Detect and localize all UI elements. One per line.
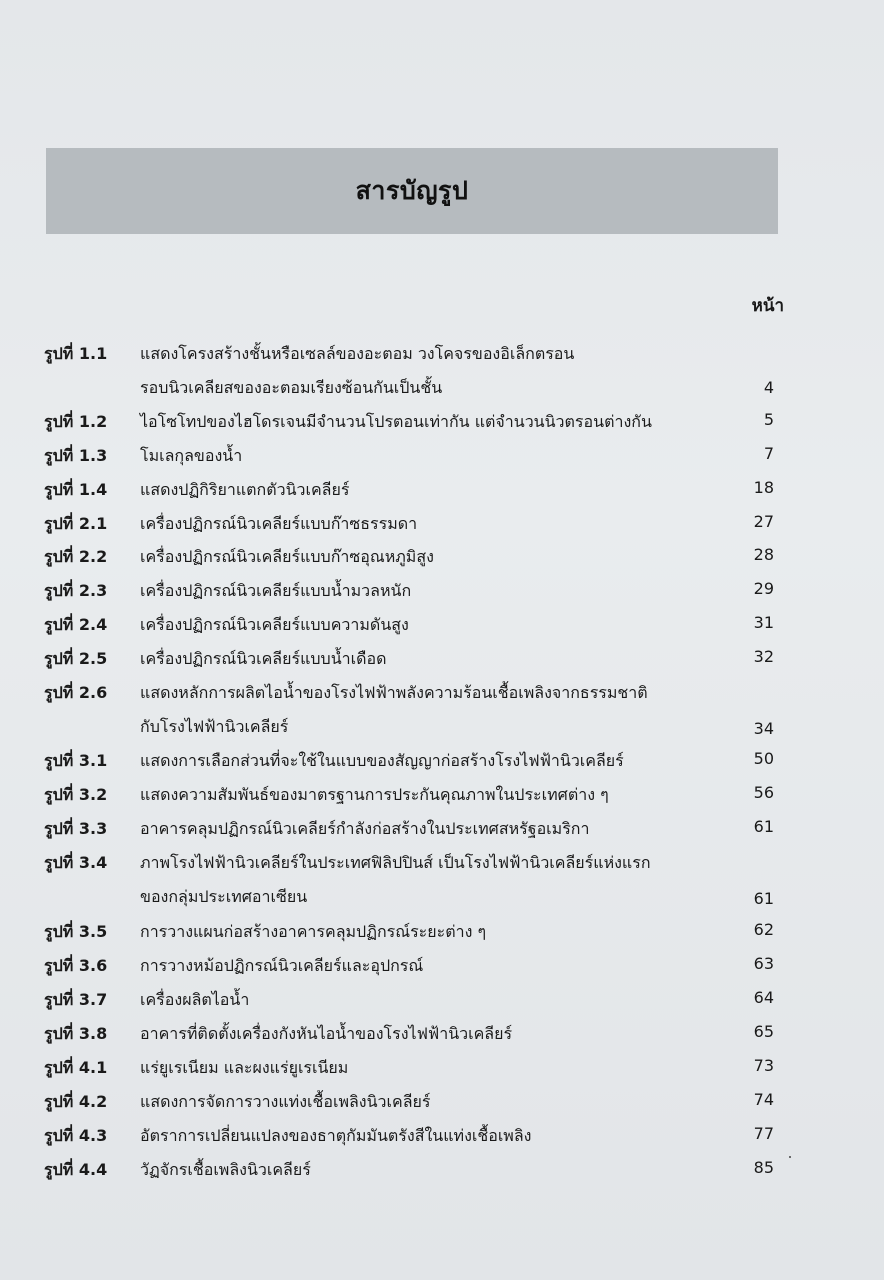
page-number: 34 xyxy=(753,719,774,738)
figure-number: รูปที่ 3.2 xyxy=(44,785,108,804)
figure-number: รูปที่ 2.6 xyxy=(44,683,108,702)
page-number: 74 xyxy=(753,1090,774,1109)
figure-caption: แสดงหลักการผลิตไอน้ำของโรงไฟฟ้าพลังความร้อนเชื้อเพลิงจากธรรมชาติ xyxy=(140,683,648,702)
figure-number: รูปที่ 2.3 xyxy=(44,581,108,600)
list-item xyxy=(0,410,884,440)
page-number: 50 xyxy=(753,749,774,768)
figure-caption: เครื่องปฏิกรณ์นิวเคลียร์แบบความดันสูง xyxy=(140,615,409,634)
figure-caption: อาคารคลุมปฏิกรณ์นิวเคลียร์กำลังก่อสร้างในประเทศสหรัฐอเมริกา xyxy=(140,819,590,838)
list-item xyxy=(0,512,884,542)
list-item xyxy=(0,749,884,779)
page-number: 61 xyxy=(753,889,774,908)
list-item xyxy=(0,817,884,847)
list-item xyxy=(0,613,884,643)
figure-number: รูปที่ 3.6 xyxy=(44,956,108,975)
page-number: 7 xyxy=(763,444,774,463)
figure-number: รูปที่ 2.1 xyxy=(44,514,108,533)
page-number: 31 xyxy=(753,613,774,632)
figure-number: รูปที่ 1.4 xyxy=(44,480,108,499)
page-number: 32 xyxy=(753,647,774,666)
speck-mark xyxy=(789,1156,791,1158)
figure-caption: เครื่องปฏิกรณ์นิวเคลียร์แบบก๊าซธรรมดา xyxy=(140,514,418,533)
page-number: 28 xyxy=(753,545,774,564)
list-item xyxy=(0,681,884,738)
figure-caption: วัฏจักรเชื้อเพลิงนิวเคลียร์ xyxy=(140,1160,311,1179)
figure-caption-continued: รอบนิวเคลียสของอะตอมเรียงซ้อนกันเป็นชั้น xyxy=(140,378,443,397)
figure-caption: การวางหม้อปฏิกรณ์นิวเคลียร์และอุปกรณ์ xyxy=(140,956,424,975)
figure-number: รูปที่ 3.4 xyxy=(44,853,108,872)
list-item xyxy=(0,545,884,575)
figure-number: รูปที่ 2.4 xyxy=(44,615,108,634)
list-item xyxy=(0,988,884,1018)
list-item xyxy=(0,1090,884,1120)
page-number: 73 xyxy=(753,1056,774,1075)
figure-caption: โมเลกุลของน้ำ xyxy=(140,446,243,465)
list-item xyxy=(0,342,884,397)
figure-number: รูปที่ 2.5 xyxy=(44,649,108,668)
page-number: 18 xyxy=(753,478,774,497)
figure-number: รูปที่ 3.3 xyxy=(44,819,108,838)
figure-caption: แสดงการจัดการวางแท่งเชื้อเพลิงนิวเคลียร์ xyxy=(140,1092,431,1111)
figure-caption: แร่ยูเรเนียม และผงแร่ยูเรเนียม xyxy=(140,1058,349,1077)
list-item xyxy=(0,920,884,950)
figure-number: รูปที่ 1.2 xyxy=(44,412,108,431)
figure-number: รูปที่ 2.2 xyxy=(44,547,108,566)
page-number: 5 xyxy=(763,410,774,429)
figure-caption: เครื่องผลิตไอน้ำ xyxy=(140,990,250,1009)
figure-number: รูปที่ 1.1 xyxy=(44,344,108,363)
page-number: 29 xyxy=(753,579,774,598)
figure-caption: แสดงความสัมพันธ์ของมาตรฐานการประกันคุณภาพในประเทศต่าง ๆ xyxy=(140,785,609,804)
list-item xyxy=(0,1022,884,1052)
page-number: 63 xyxy=(753,954,774,973)
figure-caption: แสดงการเลือกส่วนที่จะใช้ในแบบของสัญญาก่อสร้างโรงไฟฟ้านิวเคลียร์ xyxy=(140,751,624,770)
page-number: 85 xyxy=(753,1158,774,1177)
figure-number: รูปที่ 4.4 xyxy=(44,1160,108,1179)
page-number: 65 xyxy=(753,1022,774,1041)
figure-number: รูปที่ 3.1 xyxy=(44,751,108,770)
list-item xyxy=(0,444,884,474)
figure-number: รูปที่ 3.8 xyxy=(44,1024,108,1043)
page-number: 4 xyxy=(763,378,774,397)
figure-caption: แสดงปฏิกิริยาแตกตัวนิวเคลียร์ xyxy=(140,480,350,499)
list-item xyxy=(0,1124,884,1154)
figure-caption: การวางแผนก่อสร้างอาคารคลุมปฏิกรณ์ระยะต่าง ๆ xyxy=(140,922,487,941)
list-item xyxy=(0,1158,884,1188)
list-item xyxy=(0,783,884,813)
list-item xyxy=(0,954,884,984)
figure-caption: อาคารที่ติดตั้งเครื่องกังหันไอน้ำของโรงไฟฟ้านิวเคลียร์ xyxy=(140,1024,513,1043)
figure-caption: แสดงโครงสร้างชั้นหรือเซลล์ของอะตอม วงโคจรของอิเล็กตรอน xyxy=(140,344,575,363)
page-number: 61 xyxy=(753,817,774,836)
figure-caption: เครื่องปฏิกรณ์นิวเคลียร์แบบน้ำมวลหนัก xyxy=(140,581,412,600)
figure-caption-continued: ของกลุ่มประเทศอาเซียน xyxy=(140,887,308,906)
list-item xyxy=(0,1056,884,1086)
figure-caption: อัตราการเปลี่ยนแปลงของธาตุกัมมันตรังสีในแท่งเชื้อเพลิง xyxy=(140,1126,532,1145)
figure-caption: เครื่องปฏิกรณ์นิวเคลียร์แบบน้ำเดือด xyxy=(140,649,387,668)
list-item xyxy=(0,478,884,508)
figure-caption: ไอโซโทปของไฮโดรเจนมีจำนวนโปรตอนเท่ากัน แต่จำนวนนิวตรอนต่างกัน xyxy=(140,412,652,431)
figure-number: รูปที่ 1.3 xyxy=(44,446,108,465)
figure-number: รูปที่ 4.3 xyxy=(44,1126,108,1145)
list-item xyxy=(0,579,884,609)
page-number: 56 xyxy=(753,783,774,802)
figure-caption: ภาพโรงไฟฟ้านิวเคลียร์ในประเทศฟิลิปปินส์ เป็นโรงไฟฟ้านิวเคลียร์แห่งแรก xyxy=(140,853,651,872)
list-item xyxy=(0,647,884,677)
page-number: 27 xyxy=(753,512,774,531)
list-item xyxy=(0,851,884,908)
page-number: 62 xyxy=(753,920,774,939)
figure-caption-continued: กับโรงไฟฟ้านิวเคลียร์ xyxy=(140,717,289,736)
figure-number: รูปที่ 3.7 xyxy=(44,990,108,1009)
page-column-header: หน้า xyxy=(751,296,784,316)
figure-number: รูปที่ 4.2 xyxy=(44,1092,108,1111)
page-title: สารบัญรูป xyxy=(355,176,469,205)
figure-number: รูปที่ 4.1 xyxy=(44,1058,108,1077)
page-number: 77 xyxy=(753,1124,774,1143)
page-number: 64 xyxy=(753,988,774,1007)
figure-number: รูปที่ 3.5 xyxy=(44,922,108,941)
figure-caption: เครื่องปฏิกรณ์นิวเคลียร์แบบก๊าซอุณหภูมิสูง xyxy=(140,547,434,566)
